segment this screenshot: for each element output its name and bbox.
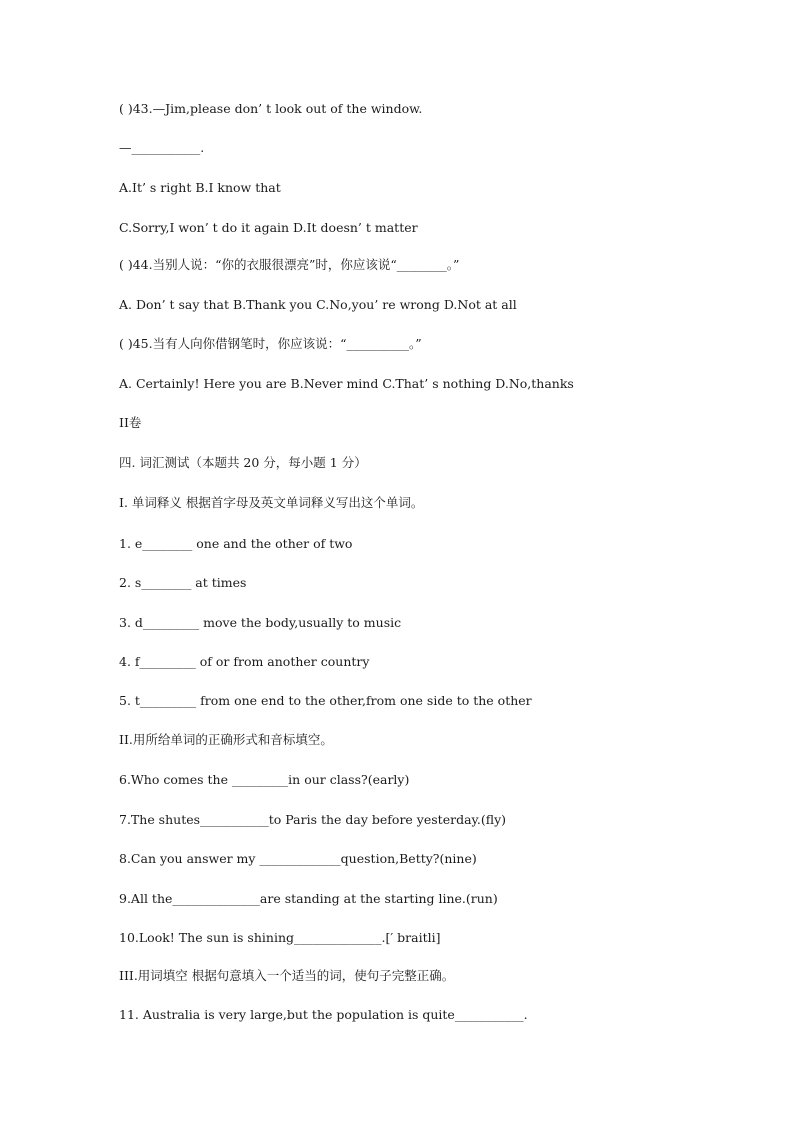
question-43-options-ab: A.It’ s right B.I know that bbox=[119, 180, 281, 195]
fill-item-8: 8.Can you answer my _____________question,Betty?(nine) bbox=[119, 851, 477, 866]
question-43-stem: ( )43.—Jim,please don’ t look out of the window. bbox=[119, 101, 423, 116]
question-44-options: A. Don’ t say that B.Thank you C.No,you’ re wrong D.Not at all bbox=[119, 297, 517, 312]
fill-item-11: 11. Australia is very large,but the population is quite___________. bbox=[119, 1007, 528, 1022]
subsection-three-instructions: III.用词填空 根据句意填入一个适当的词，使句子完整正确。 bbox=[119, 968, 455, 983]
fill-item-6: 6.Who comes the _________in our class?(early) bbox=[119, 772, 410, 787]
subsection-one-instructions: I. 单词释义 根据首字母及英文单词释义写出这个单词。 bbox=[119, 495, 424, 510]
section-four-heading: 四. 词汇测试（本题共 20 分，每小题 1 分） bbox=[119, 455, 367, 470]
subsection-two-instructions: II.用所给单词的正确形式和音标填空。 bbox=[119, 732, 333, 747]
part-two-heading: II卷 bbox=[119, 415, 142, 430]
question-43-answer-blank: —___________. bbox=[119, 140, 205, 155]
question-45-stem: ( )45.当有人向你借钢笔时，你应该说：“__________。” bbox=[119, 336, 422, 351]
fill-item-9: 9.All the______________are standing at the starting line.(run) bbox=[119, 891, 498, 906]
question-45-options: A. Certainly! Here you are B.Never mind C.That’ s nothing D.No,thanks bbox=[119, 376, 574, 391]
vocab-item-5: 5. t_________ from one end to the other,from one side to the other bbox=[119, 693, 532, 708]
vocab-item-1: 1. e________ one and the other of two bbox=[119, 536, 353, 551]
vocab-item-3: 3. d_________ move the body,usually to music bbox=[119, 615, 402, 630]
fill-item-7: 7.The shutes___________to Paris the day before yesterday.(fly) bbox=[119, 812, 507, 827]
vocab-item-4: 4. f_________ of or from another country bbox=[119, 654, 370, 669]
question-43-options-cd: C.Sorry,I won’ t do it again D.It doesn’ t matter bbox=[119, 220, 418, 235]
fill-item-10: 10.Look! The sun is shining______________.[′ braitli] bbox=[119, 930, 441, 945]
vocab-item-2: 2. s________ at times bbox=[119, 575, 247, 590]
question-44-stem: ( )44.当别人说：“你的衣服很漂亮”时，你应该说“________。” bbox=[119, 257, 460, 272]
